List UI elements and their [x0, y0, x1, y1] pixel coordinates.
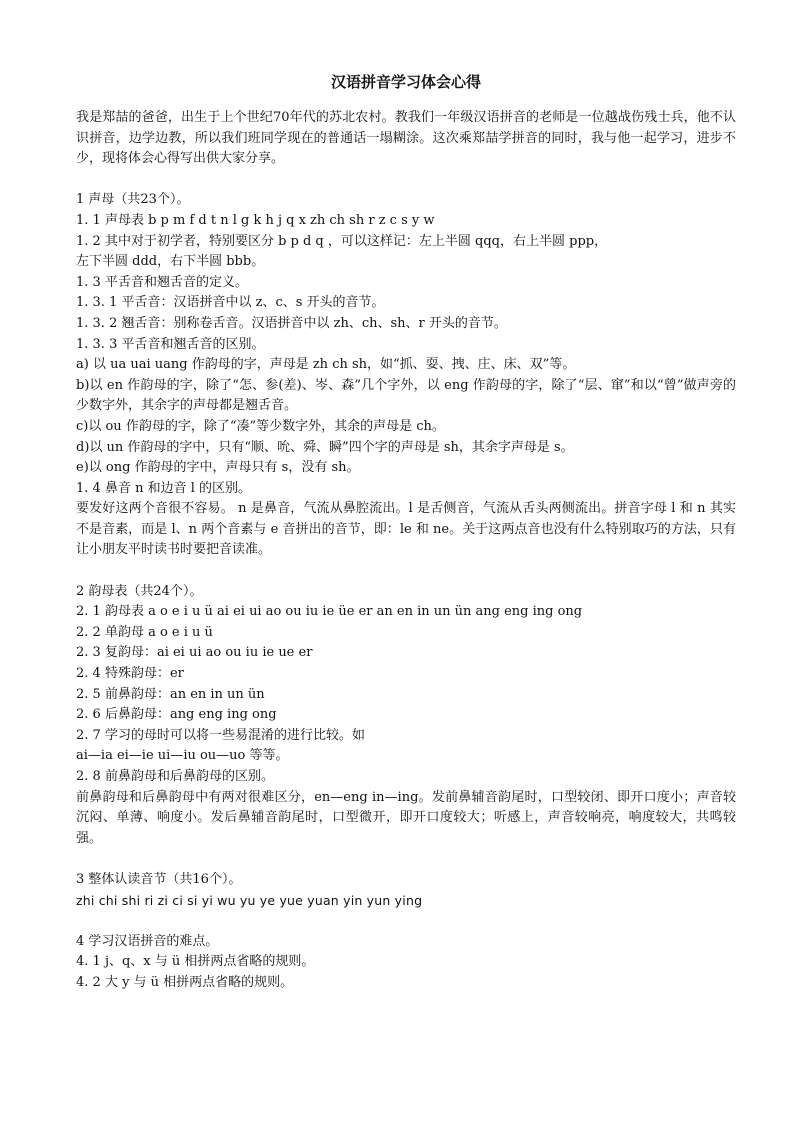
text-line: 1. 4 鼻音 n 和边音 l 的区别。	[76, 480, 251, 496]
spacer	[76, 911, 736, 932]
text-line: c)以 ou 作韵母的字，除了“凑”等少数字外，其余的声母是 ch。	[76, 418, 445, 434]
text-line: 2. 3 复韵母：ai ei ui ao ou iu ie ue er	[76, 645, 313, 661]
text-line: 2. 2 单韵母 a o e i u ü	[76, 624, 213, 640]
text-line: d)以 un 作韵母的字中，只有“顺、吮、舜、瞬”四个字的声母是 sh，其余字声母是 s。	[76, 439, 574, 455]
text-line: ai—ia ei—ie ui—iu ou—uo 等等。	[76, 748, 289, 764]
text-line: 4. 1 j、q、x 与 ü 相拼两点省略的规则。	[76, 954, 315, 970]
text-line: 2. 1 韵母表 a o e i u ü ai ei ui ao ou iu ie üe er an en in un ün ang eng ing ong	[76, 604, 583, 620]
paragraph-nasal-lateral: 要发好这两个音很不容易。 n 是鼻音，气流从鼻腔流出。l 是舌侧音，气流从舌头两侧流出。拼音字母 l 和 n 其实不是音素，而是 l、n 两个音素与 e 音拼出的音节，即：le 和 ne。关于这两点音也没有什么特别取巧的方法，只有让小朋友平时读书时要把音读准。	[76, 501, 736, 558]
section-heading-finals: 2 韵母表（共24个）。	[76, 583, 203, 599]
text-line: 1. 1 声母表 b p m f d t n l g k h j q x zh ch sh r z c s y w	[76, 212, 435, 228]
paragraph-front-back-nasal: 前鼻韵母和后鼻韵母中有两对很难区分，en—eng in—ing。发前鼻辅音韵尾时，口型较闭、即开口度小；声音较沉闷、单薄、响度小。发后鼻辅音韵尾时，口型微开，即开口度较大；听感上，声音较响亮，响度较大，共鸣较强。	[76, 789, 736, 846]
section-heading-difficulties: 4 学习汉语拼音的难点。	[76, 933, 219, 949]
text-line: e)以 ong 作韵母的字中，声母只有 s，没有 sh。	[76, 460, 360, 476]
text-line: 2. 5 前鼻韵母：an en in un ün	[76, 686, 265, 702]
spacer	[76, 561, 736, 582]
section-heading-whole-syllables: 3 整体认读音节（共16个）。	[76, 871, 242, 887]
intro-paragraph: 我是郑喆的爸爸，出生于上个世纪70年代的苏北农村。教我们一年级汉语拼音的老师是一位越战伤残士兵，他不认识拼音，边学边教，所以我们班同学现在的普通话一塌糊涂。这次乘郑喆学拼音的同时，我与他一起学习，进步不少，现将体会心得写出供大家分享。	[76, 110, 736, 167]
text-line: 1. 3. 3 平舌音和翘舌音的区别。	[76, 336, 265, 352]
spacer	[76, 849, 736, 870]
text-line: 2. 6 后鼻韵母：ang eng ing ong	[76, 707, 277, 723]
text-line: 1. 3. 1 平舌音：汉语拼音中以 z、c、s 开头的音节。	[76, 295, 385, 311]
text-line: 左下半圆 ddd，右下半圆 bbb。	[76, 254, 265, 270]
text-line: 2. 4 特殊韵母：er	[76, 666, 184, 682]
paragraph-b: b)以 en 作韵母的字，除了“怎、参(差)、岑、森”几个字外，以 eng 作韵母的字，除了“层、窜”和以“曾”做声旁的少数字外，其余字的声母都是翘舌音。	[76, 377, 736, 414]
text-line: a) 以 ua uai uang 作韵母的字，声母是 zh ch sh，如“抓、耍、拽、庄、床、双”等。	[76, 357, 576, 373]
text-line: 4. 2 大 y 与 ü 相拼两点省略的规则。	[76, 974, 294, 990]
text-line: 2. 8 前鼻韵母和后鼻韵母的区别。	[76, 769, 274, 784]
text-line: 1. 3. 2 翘舌音：别称卷舌音。汉语拼音中以 zh、ch、sh、r 开头的音节。	[76, 315, 507, 331]
syllable-list: zhi chi shi ri zi ci si yi wu yu ye yue yuan yin yun ying	[76, 892, 423, 908]
text-line: 1. 3 平舌音和翘舌音的定义。	[76, 274, 248, 290]
document-title: 汉语拼音学习体会心得	[330, 73, 481, 91]
spacer	[76, 170, 736, 191]
document-page	[76, 72, 736, 994]
text-line: 2. 7 学习的母时可以将一些易混淆的进行比较。如	[76, 727, 365, 743]
section-heading-initials: 1 声母（共23个）。	[76, 192, 190, 208]
text-line: 1. 2 其中对于初学者，特别要区分 b p d q ，可以这样记：左上半圆 qqq，右上半圆 ppp，	[76, 233, 608, 249]
